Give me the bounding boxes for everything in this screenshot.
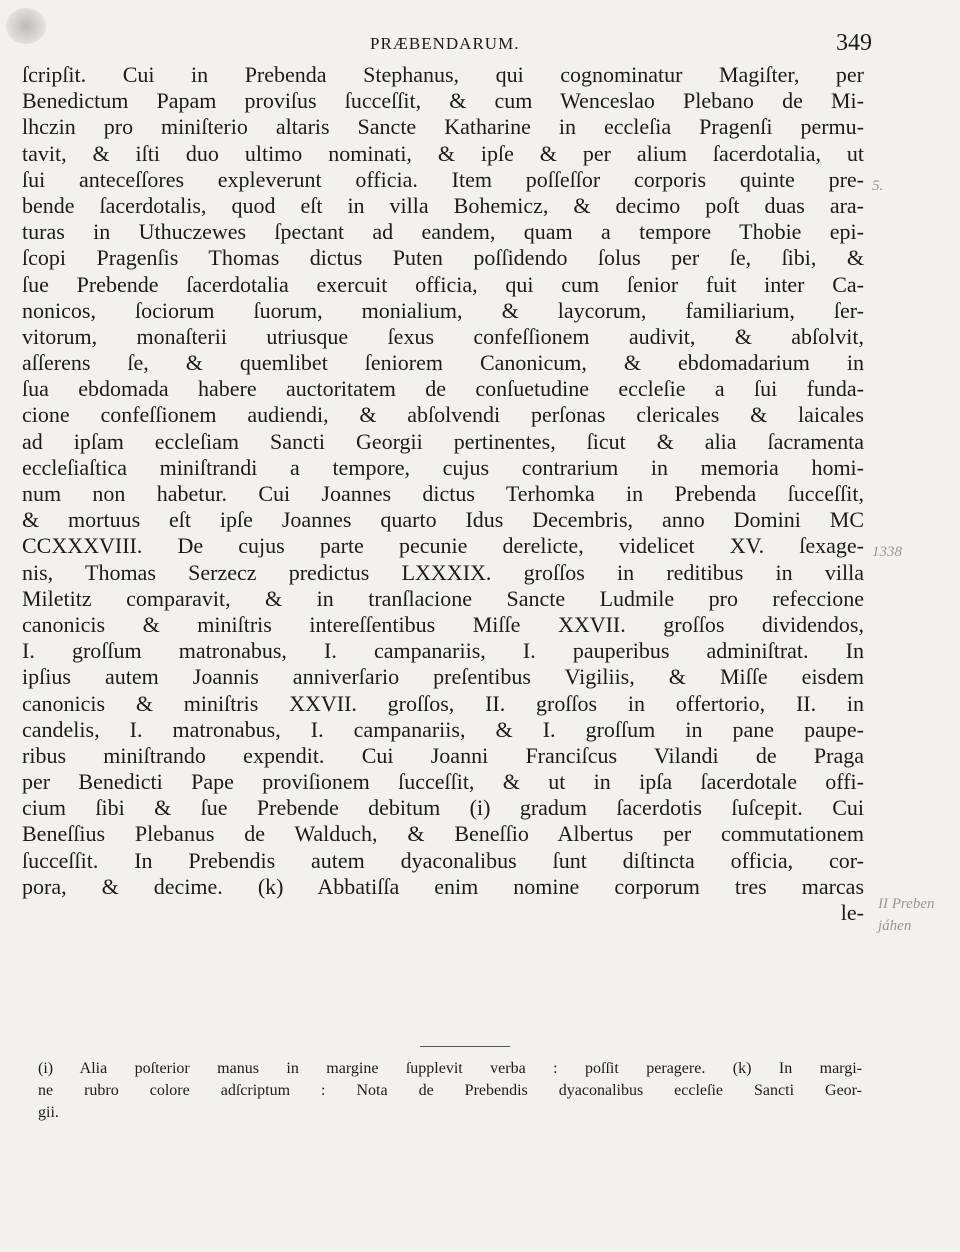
text-line: Miletitz comparavit, & in tranſlacione Sancte Ludmile pro refeccione xyxy=(22,585,864,611)
text-line: ſcripſit. Cui in Prebenda Stephanus, qui cognominatur Magiſter, per xyxy=(22,62,864,87)
running-title: PRÆBENDARUM. xyxy=(370,34,520,53)
text-line: CCXXXVIII. De cujus parte pecunie derelicte, videlicet XV. ſexage- xyxy=(22,533,864,559)
text-line: ſcopi Pragenſis Thomas dictus Puten poſſidendo ſolus per ſe, ſibi, & xyxy=(22,245,864,271)
footnotes xyxy=(38,1058,862,1124)
text-line: canonicis & miniſtris XXVII. groſſos, II. groſſos in offertorio, II. in xyxy=(22,690,864,716)
text-line: vitorum, monaſterii utriusque ſexus confeſſionem audivit, & abſolvit, xyxy=(22,323,864,349)
footnote-line: ne rubro colore adſcriptum : Nota de Prebendis dyaconalibus eccleſie Sancti Geor- xyxy=(38,1082,862,1099)
text-line: per Benedicti Pape proviſionem ſucceſſit, & ut in ipſa ſacerdotale offi- xyxy=(22,769,864,795)
page-number: 349 xyxy=(836,30,872,56)
text-line: eccleſiaſtica miniſtrandi a tempore, cujus contrarium in memoria homi- xyxy=(22,454,864,480)
footnote-line: gii. xyxy=(38,1104,59,1121)
main-text xyxy=(22,62,864,926)
text-line: cione confeſſionem audiendi, & abſolvendi perſonas clericales & laicales xyxy=(22,402,864,428)
footnote-line: (i) Alia poſterior manus in margine ſupplevit verba : poſſit peragere. (k) In margi- xyxy=(38,1060,862,1077)
text-line: candelis, I. matronabus, I. campanariis, & I. groſſum in pane paupe- xyxy=(22,716,864,742)
text-line: Benedictum Papam proviſus ſucceſſit, & cum Wenceslao Plebano de Mi- xyxy=(22,88,864,114)
text-line: ribus miniſtrando expendit. Cui Joanni Franciſcus Vilandi de Praga xyxy=(22,742,864,768)
text-line: aſſerens ſe, & quemlibet ſeniorem Canonicum, & ebdomadarium in xyxy=(22,350,864,376)
text-line: turas in Uthuczewes ſpectant ad eandem, quam a tempore Thobie epi- xyxy=(22,219,864,245)
text-line: ſui anteceſſores expleverunt officia. Item poſſeſſor corporis quinte pre- xyxy=(22,166,864,192)
text-line: I. groſſum matronabus, I. campanariis, I. pauperibus adminiſtrat. In xyxy=(22,638,864,664)
text-line: ſue Prebende ſacerdotalia exercuit officia, qui cum ſenior fuit inter Ca- xyxy=(22,271,864,297)
text-line: le- xyxy=(840,900,864,925)
text-line: ad ipſam eccleſiam Sancti Georgii pertinentes, ſicut & alia ſacramenta xyxy=(22,428,864,454)
text-line: pora, & decime. (k) Abbatiſſa enim nomine corporum tres marcas xyxy=(22,873,864,899)
text-line: ſucceſſit. In Prebendis autem dyaconalibus ſunt diſtincta officia, cor- xyxy=(22,847,864,873)
text-line: Beneſſius Plebanus de Walduch, & Beneſſio Albertus per commutationem xyxy=(22,821,864,847)
margin-note-mark: 5. xyxy=(872,178,884,194)
text-line: ſua ebdomada habere auctoritatem de conſuetudine eccleſie a ſui funda- xyxy=(22,376,864,402)
text-line: bende ſacerdotalis, quod eſt in villa Bohemicz, & decimo poſt duas ara- xyxy=(22,192,864,218)
text-line: ipſius autem Joannis anniverſario preſentibus Vigiliis, & Miſſe eisdem xyxy=(22,664,864,690)
text-line: cium ſibi & ſue Prebende debitum (i) gradum ſacerdotis ſuſcepit. Cui xyxy=(22,795,864,821)
text-line: lhczin pro miniſterio altaris Sancte Katharine in eccleſia Pragenſi permu- xyxy=(22,114,864,140)
text-line: tavit, & iſti duo ultimo nominati, & ipſe & per alium ſacerdotalia, ut xyxy=(22,140,864,166)
margin-note-gloss-1: II Preben xyxy=(878,896,935,912)
text-line: nis, Thomas Serzecz predictus LXXXIX. groſſos in reditibus in villa xyxy=(22,559,864,585)
page-header xyxy=(0,30,960,60)
margin-note-gloss-2: jáhen xyxy=(878,918,912,934)
margin-note-year: 1338 xyxy=(872,544,902,560)
text-line: canonicis & miniſtris intereſſentibus Miſſe XXVII. groſſos dividendos, xyxy=(22,611,864,637)
text-line: num non habetur. Cui Joannes dictus Terhomka in Prebenda ſucceſſit, xyxy=(22,481,864,506)
text-line: nonicos, ſociorum ſuorum, monialium, & laycorum, familiarium, ſer- xyxy=(22,297,864,323)
text-line: & mortuus eſt ipſe Joannes quarto Idus Decembris, anno Domini MC xyxy=(22,507,864,533)
footnote-divider xyxy=(420,1046,510,1047)
